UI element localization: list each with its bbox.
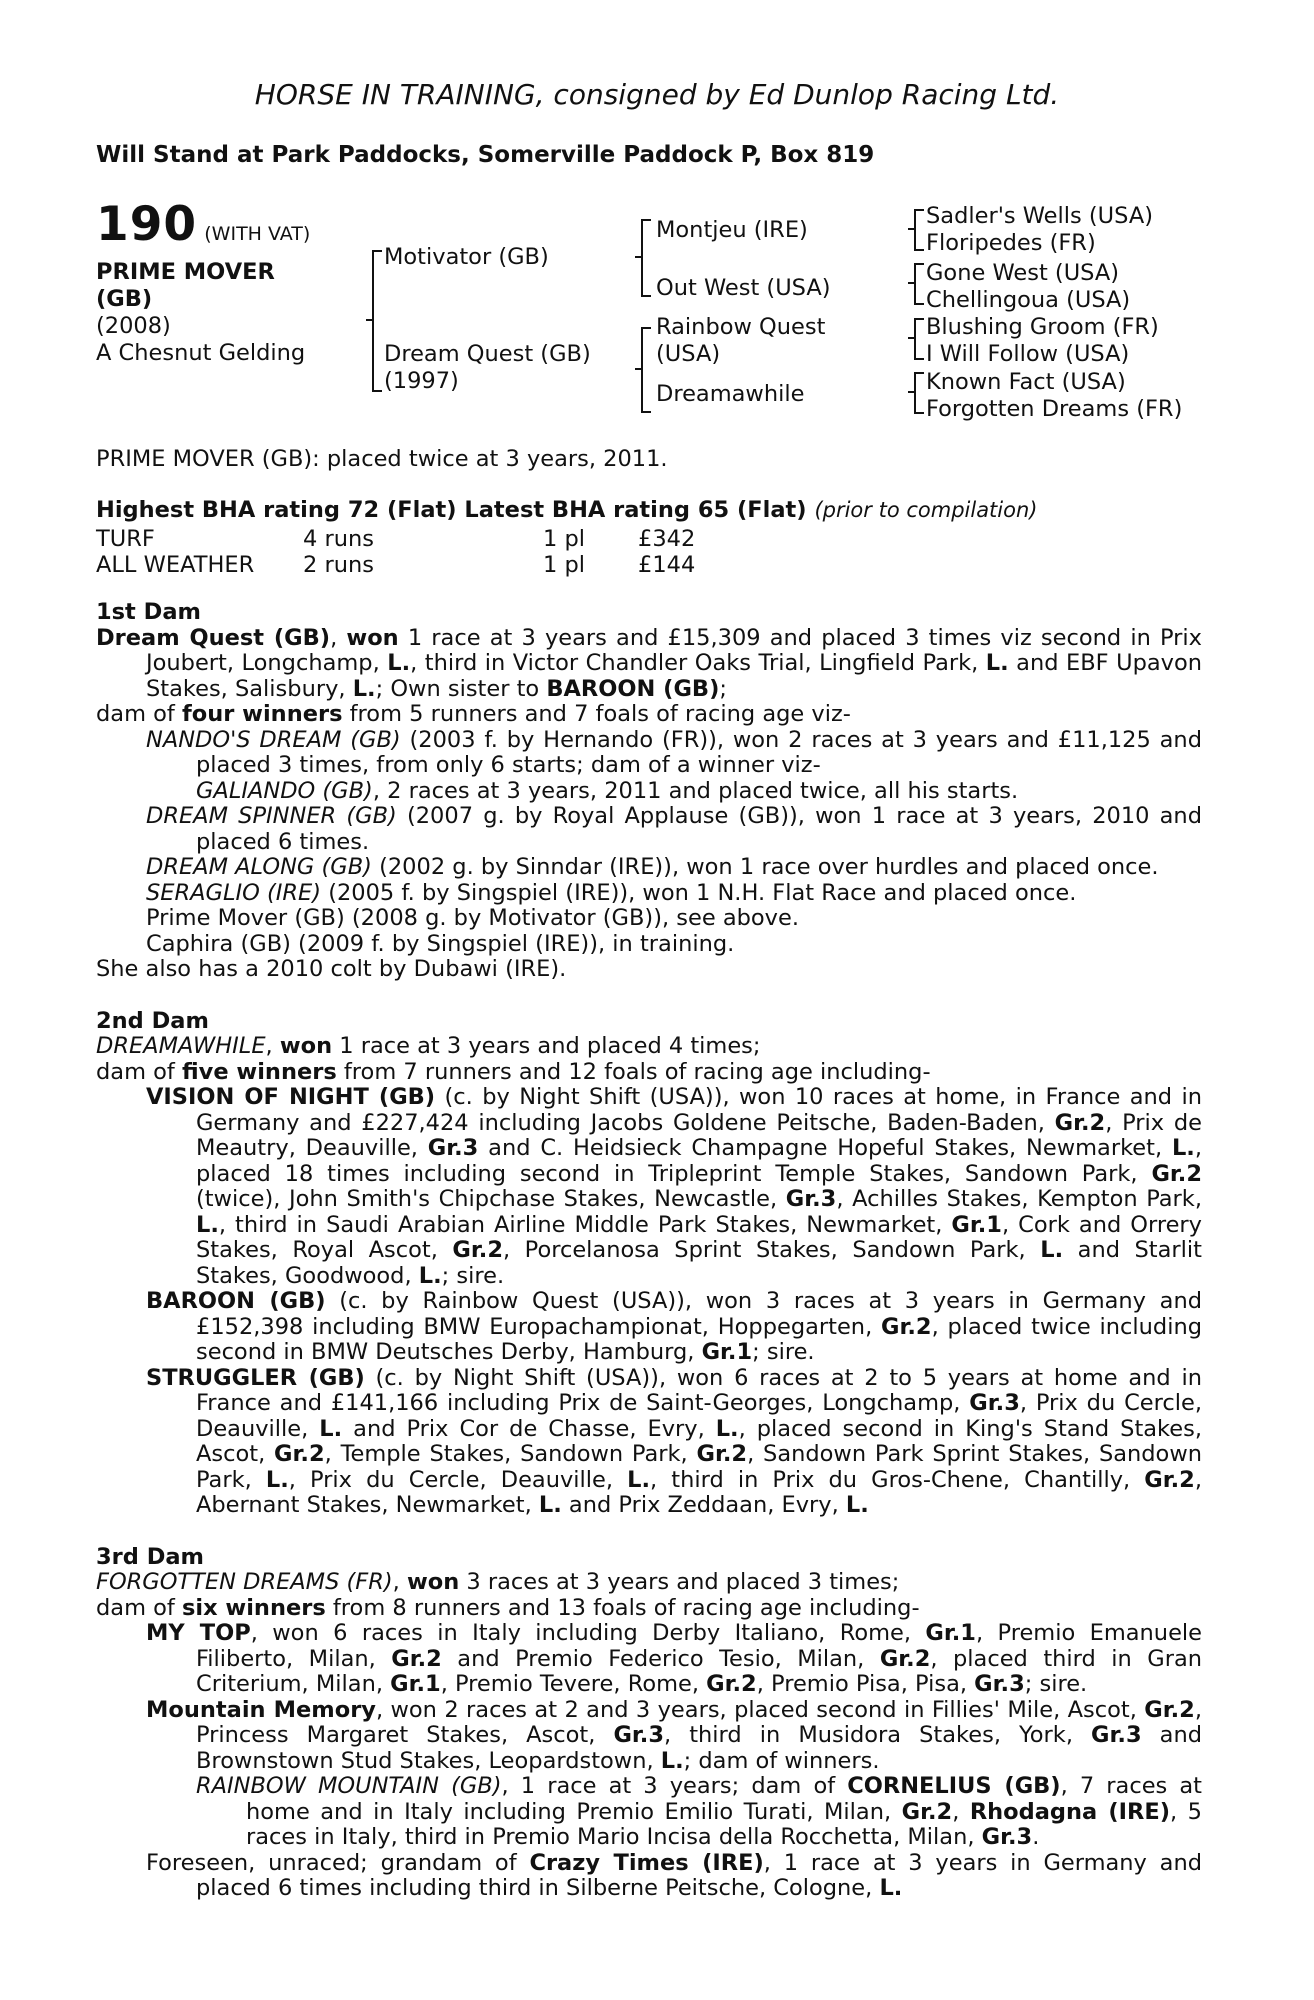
- horse-name: PRIME MOVER (GB): [96, 259, 275, 312]
- pedigree-g3-8: Forgotten Dreams (FR): [926, 396, 1183, 422]
- stand-location: Will Stand at Park Paddocks, Somerville Paddock P, Box 819: [96, 142, 875, 168]
- dam1-produce-item: DREAM SPINNER (GB) (2007 g. by Royal Applause (GB)), won 1 race at 3 years, 2010 and placed 6 times.: [146, 803, 1202, 855]
- pedigree-g3-5: Blushing Groom (FR): [926, 314, 1159, 340]
- lot-number: 190: [96, 197, 198, 252]
- dam3-produce-subitem: RAINBOW MOUNTAIN (GB), 1 race at 3 years; dam of CORNELIUS (GB), 7 races at home and in Italy including Premio Emilio Turati, Milan, Gr.2, Rhodagna (IRE), 5 races in Italy, third in Premio Mario Incisa della Rocchetta, Milan, Gr.3.: [196, 1773, 1203, 1850]
- section-2nd-dam: 2nd Dam: [96, 1007, 209, 1034]
- dam1-note: She also has a 2010 colt by Dubawi (IRE).: [96, 956, 567, 982]
- page-header: HORSE IN TRAINING, consigned by Ed Dunlop Racing Ltd.: [254, 78, 1060, 111]
- pedigree-bracket-sire: [641, 219, 651, 297]
- pedigree-g3-3: Gone West (USA): [926, 260, 1120, 286]
- pedigree-bracket-gen1: [372, 250, 382, 392]
- dam3-paragraph: FORGOTTEN DREAMS (FR), won 3 races at 3 years and placed 3 times;: [96, 1569, 900, 1595]
- pedigree-bracket-dam: [641, 327, 651, 413]
- record-runs-aw: 2 runs: [303, 552, 374, 578]
- dam3-produce-item: Mountain Memory, won 2 races at 2 and 3 years, placed second in Fillies' Mile, Ascot, Gr.2, Princess Margaret Stakes, Ascot, Gr.3, third in Musidora Stakes, York, Gr.3 and Brownstown Stud Stakes, Leopardstown, L.; dam of winners.: [146, 1696, 1203, 1774]
- dam2-produce-item: BAROON (GB) (c. by Rainbow Quest (USA)), won 3 races at 3 years in Germany and £152,398 including BMW Europachampionat, Hoppegarten, Gr.2, placed twice including second in BMW Deutsches Derby, Hamburg, Gr.1; sire.: [146, 1288, 1202, 1365]
- section-3rd-dam: 3rd Dam: [96, 1543, 204, 1570]
- dam1-produce-item: GALIANDO (GB), 2 races at 3 years, 2011 and placed twice, all his starts.: [196, 777, 1019, 804]
- horse-description: A Chesnut Gelding: [96, 340, 306, 366]
- record-runs-turf: 4 runs: [303, 526, 374, 552]
- vat-note: (WITH VAT): [204, 223, 311, 245]
- dam3-produce-summary: dam of six winners from 8 runners and 13 foals of racing age including-: [96, 1594, 920, 1621]
- record-prize-aw: £144: [638, 552, 696, 578]
- dam3-produce-item: Foreseen, unraced; grandam of Crazy Times (IRE), 1 race at 3 years in Germany and placed 6 times including third in Silberne Peitsche, Cologne, L.: [146, 1849, 1203, 1901]
- dam3-produce-item: MY TOP, won 6 races in Italy including Derby Italiano, Rome, Gr.1, Premio Emanuele Filiberto, Milan, Gr.2 and Premio Federico Tesio, Milan, Gr.2, placed third in Gran Criterium, Milan, Gr.1, Premio Tevere, Rome, Gr.2, Premio Pisa, Pisa, Gr.3; sire.: [146, 1620, 1203, 1697]
- pedigree-g3-4: Chellingoua (USA): [926, 287, 1131, 313]
- lot-number-line: [96, 197, 311, 259]
- dam1-paragraph: Dream Quest (GB), won 1 race at 3 years and £15,309 and placed 3 times viz second in Prix Joubert, Longchamp, L., third in Victor Chandler Oaks Trial, Lingfield Park, L. and EBF Upavon Stakes, Salisbury, L.; Own sister to BAROON (GB);: [96, 624, 1202, 702]
- pedigree-sire-sire: Montjeu (IRE): [656, 217, 808, 243]
- foaling-year: (2008): [96, 313, 171, 339]
- record-placed-aw: 1 pl: [543, 552, 586, 578]
- pedigree-g3-1: Sadler's Wells (USA): [926, 203, 1154, 229]
- pedigree-g3-6: I Will Follow (USA): [926, 341, 1130, 367]
- produce-record: [96, 600, 1202, 1902]
- dam2-produce-item: STRUGGLER (GB) (c. by Night Shift (USA)), won 6 races at 2 to 5 years at home and in France and £141,166 including Prix de Saint-Georges, Longchamp, Gr.3, Prix du Cercle, Deauville, L. and Prix Cor de Chasse, Evry, L., placed second in King's Stand Stakes, Ascot, Gr.2, Temple Stakes, Sandown Park, Gr.2, Sandown Park Sprint Stakes, Sandown Park, L., Prix du Cercle, Deauville, L., third in Prix du Gros-Chene, Chantilly, Gr.2, Abernant Stakes, Newmarket, L. and Prix Zeddaan, Evry, L.: [146, 1364, 1202, 1518]
- dam2-paragraph: DREAMAWHILE, won 1 race at 3 years and placed 4 times;: [96, 1033, 761, 1059]
- record-surface-turf: TURF: [96, 526, 155, 552]
- pedigree-sire: Motivator (GB): [384, 244, 549, 270]
- dam1-produce-summary: dam of four winners from 5 runners and 7 foals of racing age viz-: [96, 701, 851, 727]
- dam2-produce-item: VISION OF NIGHT (GB) (c. by Night Shift (USA)), won 10 races at home, in France and in Germany and £227,424 including Jacobs Goldene Peitsche, Baden-Baden, Gr.2, Prix de Meautry, Deauville, Gr.3 and C. Heidsieck Champagne Hopeful Stakes, Newmarket, L., placed 18 times including second in Tripleprint Temple Stakes, Sandown Park, Gr.2 (twice), John Smith's Chipchase Stakes, Newcastle, Gr.3, Achilles Stakes, Kempton Park, L., third in Saudi Arabian Airline Middle Park Stakes, Newmarket, Gr.1, Cork and Orrery Stakes, Royal Ascot, Gr.2, Porcelanosa Sprint Stakes, Sandown Park, L. and Starlit Stakes, Goodwood, L.; sire.: [146, 1084, 1202, 1289]
- section-1st-dam: 1st Dam: [96, 599, 201, 625]
- dam1-produce-item: DREAM ALONG (GB) (2002 g. by Sinndar (IRE)), won 1 race over hurdles and placed once.: [146, 854, 1159, 880]
- pedigree-dam-sire: Rainbow Quest (USA): [656, 314, 826, 367]
- record-prize-turf: £342: [638, 526, 696, 552]
- dam1-produce-item: Caphira (GB) (2009 f. by Singspiel (IRE)), in training.: [146, 930, 735, 957]
- pedigree-dam: Dream Quest (GB) (1997): [384, 341, 591, 394]
- record-surface-aw: ALL WEATHER: [96, 552, 255, 578]
- dam1-produce-item: NANDO'S DREAM (GB) (2003 f. by Hernando (FR)), won 2 races at 3 years and £11,125 and placed 3 times, from only 6 starts; dam of a winner viz-: [146, 726, 1202, 778]
- race-summary: PRIME MOVER (GB): placed twice at 3 years, 2011.: [96, 446, 668, 472]
- pedigree-dam-dam: Dreamawhile: [656, 381, 805, 407]
- pedigree-sire-dam: Out West (USA): [656, 275, 831, 301]
- dam2-produce-summary: dam of five winners from 7 runners and 12 foals of racing age including-: [96, 1058, 931, 1085]
- bha-rating: Highest BHA rating 72 (Flat) Latest BHA rating 65 (Flat) (prior to compilation): [96, 497, 1038, 523]
- record-placed-turf: 1 pl: [543, 526, 586, 552]
- dam1-produce-item: Prime Mover (GB) (2008 g. by Motivator (GB)), see above.: [146, 905, 799, 931]
- pedigree-g3-2: Floripedes (FR): [926, 230, 1096, 256]
- dam1-produce-item: SERAGLIO (IRE) (2005 f. by Singspiel (IRE)), won 1 N.H. Flat Race and placed once.: [146, 879, 1077, 906]
- pedigree-g3-7: Known Fact (USA): [926, 369, 1126, 395]
